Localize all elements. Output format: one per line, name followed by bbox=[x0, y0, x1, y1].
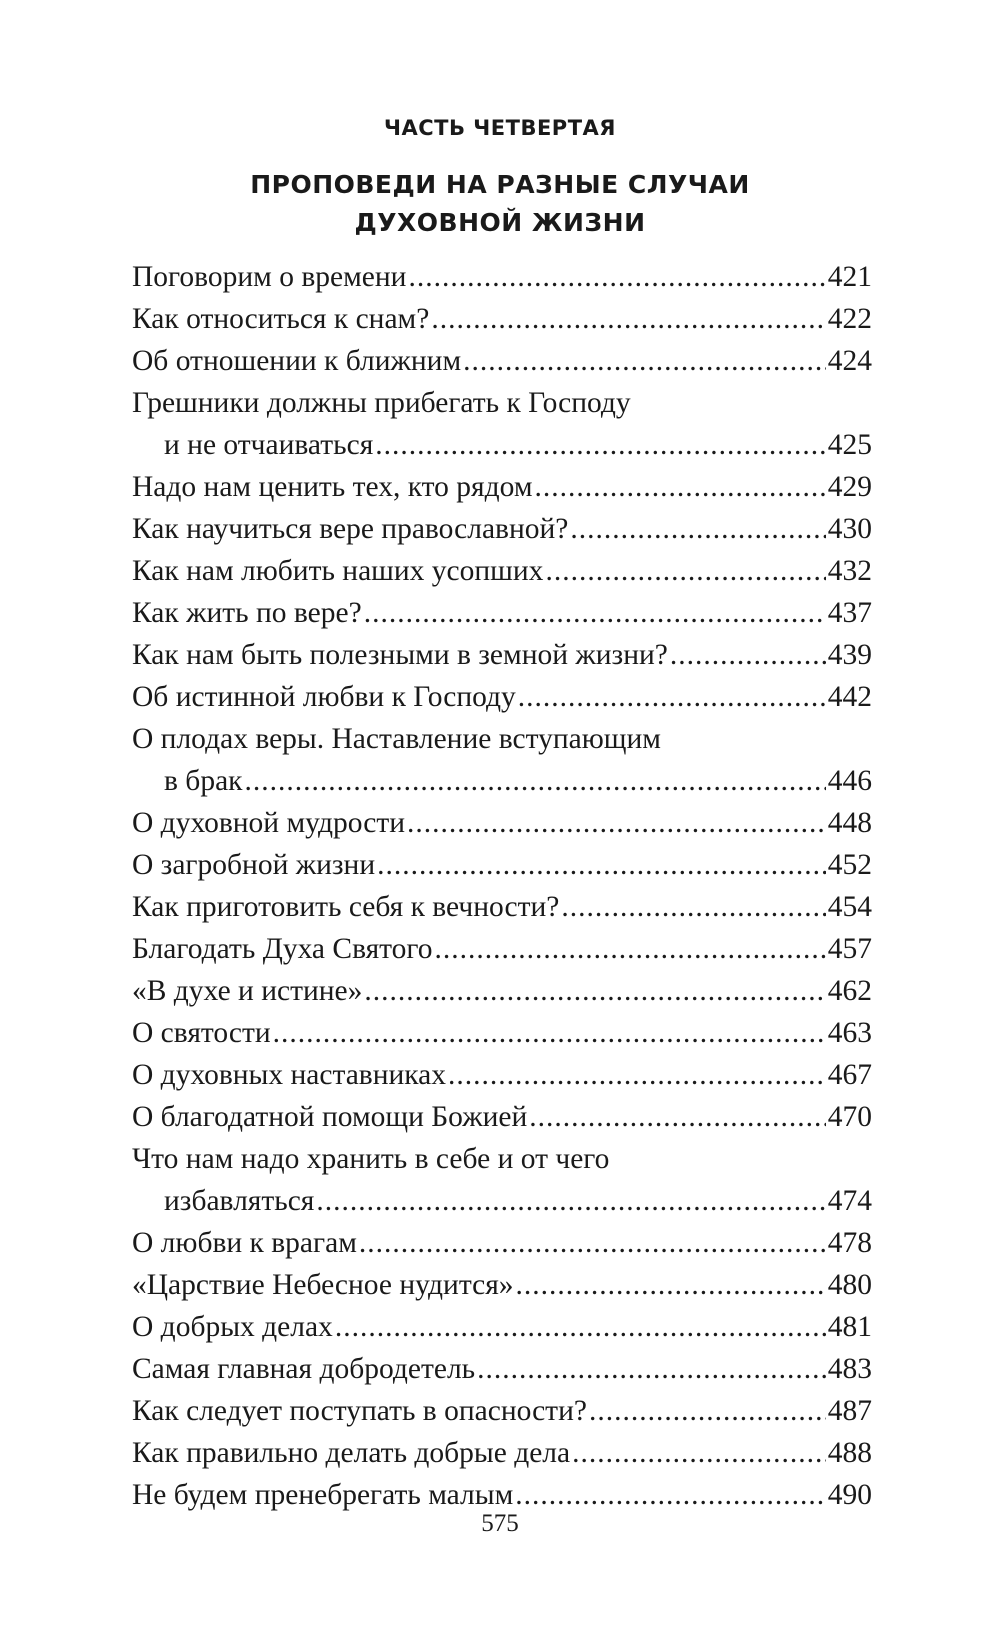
section-title-line-2: ДУХОВНОЙ ЖИЗНИ bbox=[354, 208, 646, 237]
toc-entry bbox=[132, 550, 872, 592]
toc-entry bbox=[132, 928, 872, 970]
toc-entry bbox=[132, 256, 872, 298]
toc-entry-page: 483 bbox=[827, 1353, 872, 1385]
toc-entry-page: 481 bbox=[827, 1311, 872, 1343]
section-title-line-1: ПРОПОВЕДИ НА РАЗНЫЕ СЛУЧАИ bbox=[250, 170, 750, 199]
dot-leader bbox=[518, 676, 826, 718]
toc-entry-title-line-1: Что нам надо хранить в себе и от чего bbox=[132, 1143, 610, 1175]
dot-leader bbox=[463, 340, 826, 382]
dot-leader bbox=[245, 760, 826, 802]
toc-entry-title: Не будем пренебрегать малым bbox=[132, 1479, 514, 1511]
toc-entry-title: О святости bbox=[132, 1017, 271, 1049]
toc-entry bbox=[132, 1306, 872, 1348]
toc-entry bbox=[132, 970, 872, 1012]
dot-leader bbox=[545, 550, 825, 592]
toc-entry bbox=[132, 718, 872, 802]
dot-leader bbox=[534, 466, 825, 508]
toc-entry bbox=[132, 1264, 872, 1306]
dot-leader bbox=[359, 1222, 826, 1264]
dot-leader bbox=[477, 1348, 826, 1390]
toc-entry bbox=[132, 1390, 872, 1432]
toc-entry-page: 478 bbox=[827, 1227, 872, 1259]
toc-entry-title: Как нам любить наших усопших bbox=[132, 555, 544, 587]
toc-entry-page: 457 bbox=[827, 933, 872, 965]
toc-entry-title: Надо нам ценить тех, кто рядом bbox=[132, 471, 533, 503]
toc-entry bbox=[132, 1096, 872, 1138]
toc-entry bbox=[132, 1138, 872, 1222]
toc-entry bbox=[132, 1432, 872, 1474]
toc-entry-title: Об отношении к ближним bbox=[132, 345, 462, 377]
toc-entry-page: 422 bbox=[827, 303, 872, 335]
toc-entry bbox=[132, 886, 872, 928]
toc-entry bbox=[132, 676, 872, 718]
toc-entry-title: Как приготовить себя к вечности? bbox=[132, 891, 560, 923]
toc-entry-title: О духовных наставниках bbox=[132, 1059, 447, 1091]
toc-entry-page: 425 bbox=[827, 429, 872, 461]
toc-entry-page: 424 bbox=[827, 345, 872, 377]
table-of-contents bbox=[132, 256, 872, 1516]
toc-entry-title: О духовной мудрости bbox=[132, 807, 406, 839]
toc-entry-page: 439 bbox=[827, 639, 872, 671]
page-number: 575 bbox=[481, 1510, 519, 1537]
dot-leader bbox=[364, 592, 826, 634]
toc-entry bbox=[132, 1054, 872, 1096]
toc-entry-title: О благодатной помощи Божией bbox=[132, 1101, 528, 1133]
dot-leader bbox=[448, 1054, 826, 1096]
toc-entry-title: Как нам быть полезными в земной жизни? bbox=[132, 639, 668, 671]
toc-entry-page: 421 bbox=[827, 261, 872, 293]
toc-entry-title: Как следует поступать в опасности? bbox=[132, 1395, 587, 1427]
dot-leader bbox=[335, 1306, 826, 1348]
toc-entry-title: Как относиться к снам? bbox=[132, 303, 430, 335]
toc-entry-title: Благодать Духа Святого bbox=[132, 933, 433, 965]
toc-entry-page: 490 bbox=[827, 1479, 872, 1511]
part-label: ЧАСТЬ ЧЕТВЕРТАЯ bbox=[384, 116, 616, 140]
toc-entry bbox=[132, 1012, 872, 1054]
toc-entry-page: 487 bbox=[827, 1395, 872, 1427]
dot-leader bbox=[408, 256, 825, 298]
toc-entry-title: Поговорим о времени bbox=[132, 261, 407, 293]
toc-entry-title: Как правильно делать добрые дела bbox=[132, 1437, 571, 1469]
toc-entry-page: 442 bbox=[827, 681, 872, 713]
section-title bbox=[0, 166, 1000, 242]
toc-entry-title: «Царствие Небесное нудится» bbox=[132, 1269, 514, 1301]
toc-entry-page: 430 bbox=[827, 513, 872, 545]
toc-entry-page: 429 bbox=[827, 471, 872, 503]
toc-entry-page: 452 bbox=[827, 849, 872, 881]
dot-leader bbox=[273, 1012, 826, 1054]
toc-entry-title: Как жить по вере? bbox=[132, 597, 362, 629]
toc-entry bbox=[132, 466, 872, 508]
toc-entry-page: 480 bbox=[827, 1269, 872, 1301]
toc-entry-page: 454 bbox=[827, 891, 872, 923]
toc-entry-page: 463 bbox=[827, 1017, 872, 1049]
toc-entry-page: 446 bbox=[827, 765, 872, 797]
dot-leader bbox=[570, 508, 825, 550]
toc-entry-title: Как научиться вере православной? bbox=[132, 513, 569, 545]
toc-entry bbox=[132, 340, 872, 382]
toc-entry-title-line-1: О плодах веры. Наставление вступающим bbox=[132, 723, 661, 755]
toc-entry-title: и не отчаиваться bbox=[164, 429, 374, 461]
toc-entry-title: избавляться bbox=[164, 1185, 315, 1217]
toc-entry-title: О загробной жизни bbox=[132, 849, 376, 881]
toc-entry bbox=[132, 634, 872, 676]
toc-entry bbox=[132, 298, 872, 340]
toc-entry-title: в брак bbox=[164, 765, 243, 797]
dot-leader bbox=[529, 1096, 826, 1138]
dot-leader bbox=[407, 802, 826, 844]
toc-entry-page: 432 bbox=[827, 555, 872, 587]
toc-entry-page: 474 bbox=[827, 1185, 872, 1217]
toc-entry-page: 467 bbox=[827, 1059, 872, 1091]
toc-entry bbox=[132, 592, 872, 634]
toc-entry bbox=[132, 1222, 872, 1264]
toc-entry-title: О любви к врагам bbox=[132, 1227, 357, 1259]
toc-entry-title: «В духе и истине» bbox=[132, 975, 363, 1007]
dot-leader bbox=[431, 298, 825, 340]
toc-entry bbox=[132, 802, 872, 844]
toc-entry-page: 448 bbox=[827, 807, 872, 839]
dot-leader bbox=[375, 424, 825, 466]
dot-leader bbox=[377, 844, 826, 886]
toc-entry-title: Об истинной любви к Господу bbox=[132, 681, 516, 713]
toc-entry-title: О добрых делах bbox=[132, 1311, 333, 1343]
dot-leader bbox=[316, 1180, 825, 1222]
toc-entry bbox=[132, 382, 872, 466]
toc-entry-title-line-1: Грешники должны прибегать к Господу bbox=[132, 387, 631, 419]
toc-entry-page: 488 bbox=[827, 1437, 872, 1469]
dot-leader bbox=[670, 634, 826, 676]
toc-entry-page: 462 bbox=[827, 975, 872, 1007]
dot-leader bbox=[572, 1432, 826, 1474]
dot-leader bbox=[364, 970, 825, 1012]
toc-entry-title: Самая главная добродетель bbox=[132, 1353, 476, 1385]
toc-entry-page: 437 bbox=[827, 597, 872, 629]
dot-leader bbox=[589, 1390, 826, 1432]
dot-leader bbox=[516, 1264, 826, 1306]
toc-entry bbox=[132, 844, 872, 886]
dot-leader bbox=[561, 886, 825, 928]
dot-leader bbox=[435, 928, 826, 970]
toc-entry bbox=[132, 1348, 872, 1390]
toc-entry bbox=[132, 508, 872, 550]
toc-entry-page: 470 bbox=[827, 1101, 872, 1133]
